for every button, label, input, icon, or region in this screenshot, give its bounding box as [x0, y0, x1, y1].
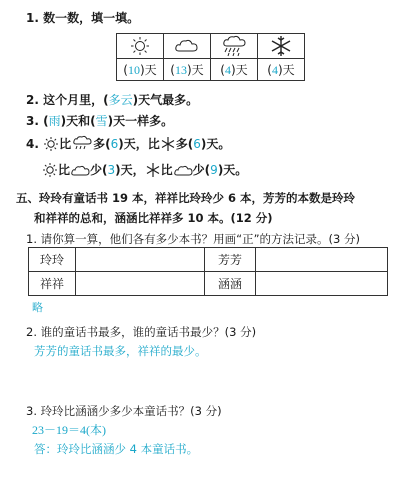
snowflake-icon — [270, 35, 292, 57]
p3-equation: 23－19＝4(本) — [32, 423, 106, 437]
name-fangfang: 芳芳 — [205, 248, 256, 272]
section5-line2: 和祥祥的总和，涵涵比祥祥多 10 本。(12 分) — [34, 211, 273, 225]
q3-line: 3. (雨)天和(雪)天一样多。 — [26, 114, 174, 128]
tally-lingling — [76, 248, 205, 272]
name-lingling: 玲玲 — [29, 248, 76, 272]
rain-icon — [220, 35, 248, 57]
p3-answer: 答：玲玲比涵涵少 4 本童话书。 — [34, 442, 199, 456]
q1-title: 1. 数一数，填一填。 — [26, 11, 140, 25]
count-cloudy: (13)天 — [164, 59, 211, 81]
tally-xiangxiang — [76, 272, 205, 296]
name-hanhan: 涵涵 — [205, 272, 256, 296]
count-sunny: (10)天 — [117, 59, 164, 81]
sun-icon — [129, 36, 151, 56]
sun-icon — [43, 136, 59, 152]
books-table — [28, 247, 388, 296]
snowflake-icon — [160, 136, 176, 152]
snowflake-icon — [145, 162, 161, 178]
q4-line2: 比 少(3)天， 比 少(9)天。 — [42, 162, 247, 178]
count-snowy: (4)天 — [258, 59, 305, 81]
p1-question: 1. 请你算一算，他们各有多少本书？用画“正”的方法记录。(3 分) — [26, 232, 360, 246]
tally-hanhan — [256, 272, 388, 296]
section5-line1: 五、玲玲有童话书 19 本，祥祥比玲玲少 6 本，芳芳的本数是玲玲 — [16, 191, 356, 205]
p1-answer: 略 — [32, 301, 43, 314]
name-xiangxiang: 祥祥 — [29, 272, 76, 296]
sun-icon — [42, 162, 58, 178]
p2-question: 2. 谁的童话书最多，谁的童话书最少？(3 分) — [26, 325, 257, 339]
p3-question: 3. 玲玲比涵涵少多少本童话书？(3 分) — [26, 404, 222, 418]
p2-answer: 芳芳的童话书最多，祥祥的最少。 — [34, 344, 207, 358]
q4-line1: 4. 比 多(6)天，比 多(6)天。 — [26, 137, 231, 151]
weather-table — [116, 33, 305, 81]
count-rainy: (4)天 — [211, 59, 258, 81]
tally-fangfang — [256, 248, 388, 272]
cloud-icon — [70, 164, 90, 178]
rain-icon — [71, 135, 93, 152]
cloud-icon — [173, 164, 193, 178]
q2-line: 2. 这个月里，(多云)天气最多。 — [26, 93, 199, 107]
cloud-icon — [174, 37, 200, 55]
